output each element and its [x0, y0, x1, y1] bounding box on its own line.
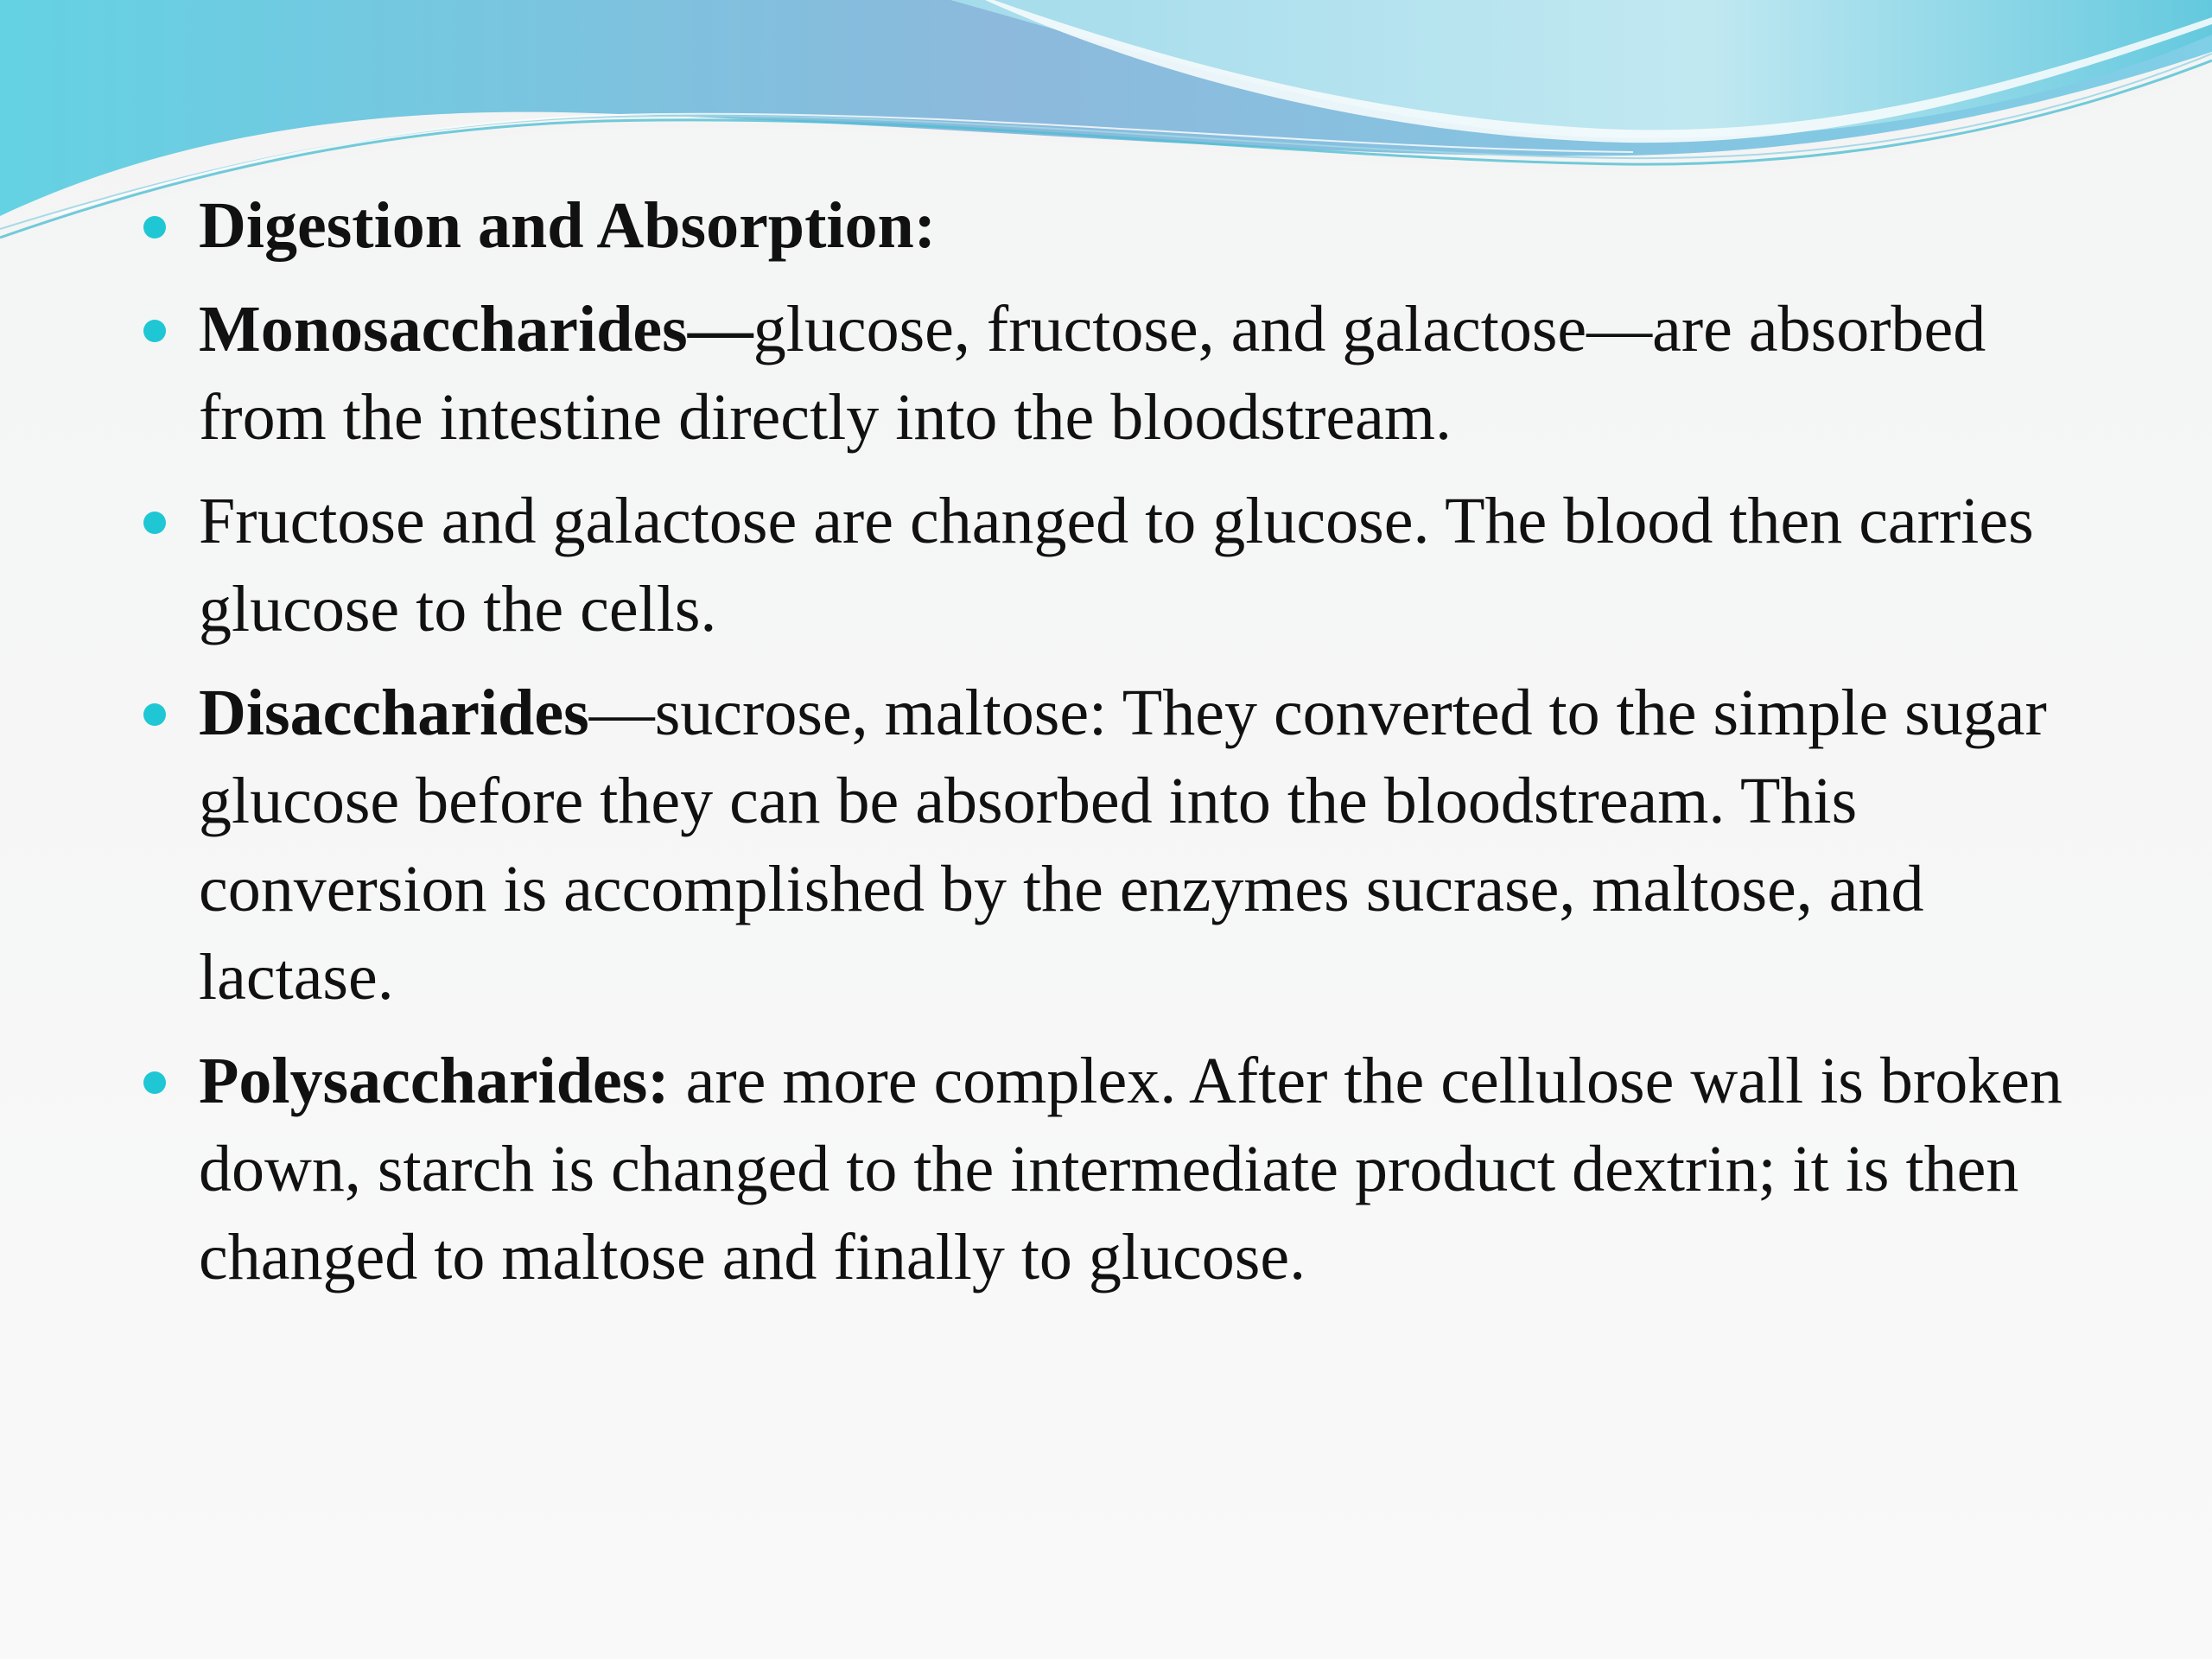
bullet-bold-text: Digestion and Absorption: — [199, 189, 937, 262]
bullet-bold-text: Polysaccharides: — [199, 1045, 670, 1117]
bullet-disaccharides — [138, 669, 2091, 1021]
bullet-dot-icon — [143, 703, 166, 726]
bullet-dot-icon — [143, 512, 166, 534]
bullet-bold-text: Monosaccharides— — [199, 293, 753, 365]
bullet-polysaccharides — [138, 1037, 2091, 1301]
bullet-dot-icon — [143, 320, 166, 342]
bullet-bold-text: Disaccharides — [199, 677, 589, 749]
bullet-dot-icon — [143, 216, 166, 238]
bullet-text: are more complex. After the cellulose wall is broken down, starch is changed to the intermediate product dextrin; it is then changed to maltose and finally to glucose. — [199, 1045, 2063, 1294]
bullet-text: Fructose and galactose are changed to glucose. The blood then carries glucose to the cells. — [199, 485, 2034, 645]
bullet-monosaccharides — [138, 285, 2091, 461]
bullet-list — [138, 181, 2091, 1301]
bullet-dot-icon — [143, 1071, 166, 1094]
bullet-text: glucose, fructose, and galactose—are absorbed from the intestine directly into the bloodstream. — [199, 293, 1986, 454]
bullet-text: —sucrose, maltose: They converted to the simple sugar glucose before they can be absorbed into the bloodstream. This conversion is accomplished by the enzymes sucrase, maltose, and lactase. — [199, 677, 2047, 1014]
bullet-fructose-galactose — [138, 477, 2091, 653]
slide-body — [138, 181, 2091, 1317]
bullet-digestion-heading — [138, 181, 2091, 270]
